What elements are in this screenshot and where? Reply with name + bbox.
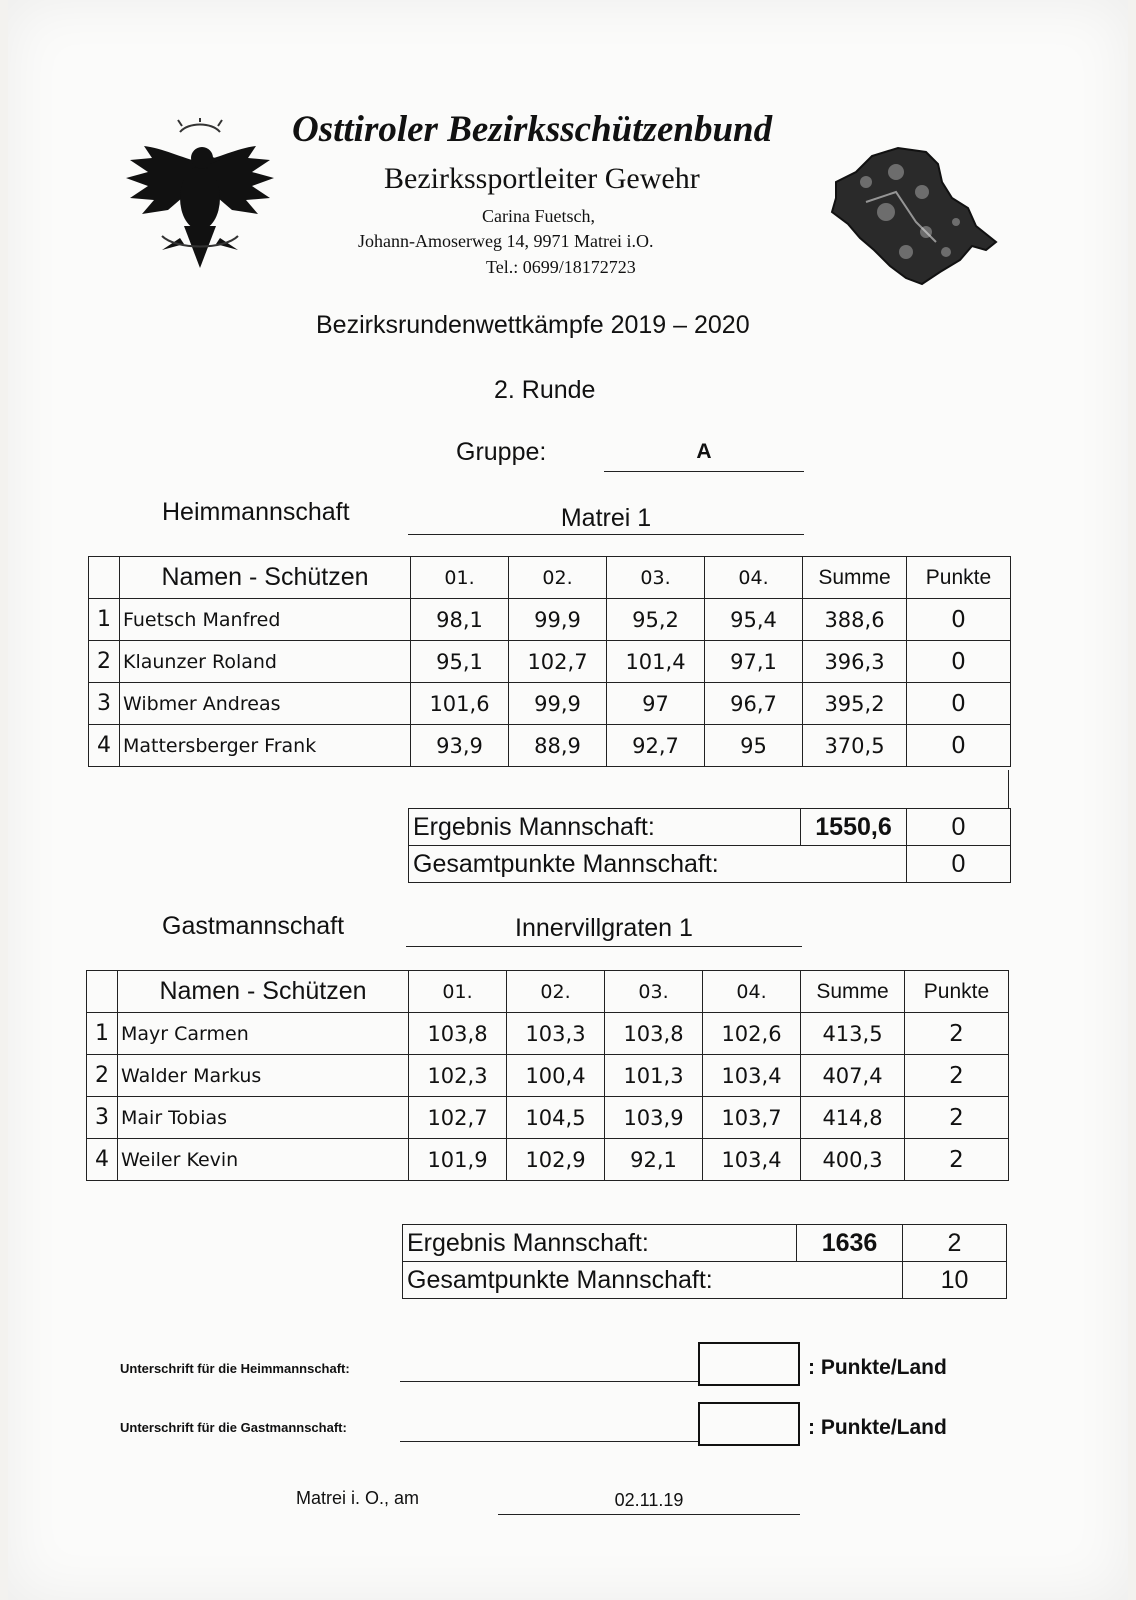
guest-team-name[interactable]: Innervillgraten 1 <box>515 914 693 942</box>
group-value[interactable]: A <box>696 440 712 463</box>
sum-score[interactable]: 400,3 <box>801 1139 905 1181</box>
header-series-4: 04. <box>705 557 803 599</box>
series-3-score[interactable]: 103,8 <box>605 1013 703 1055</box>
group-label: Gruppe: <box>456 438 547 466</box>
guest-points-land-label: : Punkte/Land <box>808 1416 947 1439</box>
home-result-value[interactable]: 1550,6 <box>801 809 907 846</box>
shooter-name[interactable]: Walder Markus <box>118 1055 409 1097</box>
series-3-score[interactable]: 95,2 <box>607 599 705 641</box>
organisation-title: Osttiroler Bezirksschützenbund <box>292 109 773 150</box>
series-3-score[interactable]: 92,7 <box>607 725 705 767</box>
series-4-score[interactable]: 97,1 <box>705 641 803 683</box>
series-1-score[interactable]: 102,7 <box>409 1097 507 1139</box>
header-sum: Summe <box>801 971 905 1013</box>
shooter-number: 1 <box>87 1013 118 1055</box>
home-points-land-label: : Punkte/Land <box>808 1356 947 1379</box>
series-2-score[interactable]: 102,7 <box>509 641 607 683</box>
points-score[interactable]: 0 <box>907 725 1011 767</box>
header-series-3: 03. <box>607 557 705 599</box>
shooter-name[interactable]: Weiler Kevin <box>118 1139 409 1181</box>
footer-place: Matrei i. O., am <box>296 1488 420 1508</box>
sum-score[interactable]: 396,3 <box>803 641 907 683</box>
header-nr-cell <box>87 971 118 1013</box>
sum-score[interactable]: 388,6 <box>803 599 907 641</box>
home-team-underline <box>408 534 804 535</box>
series-2-score[interactable]: 104,5 <box>507 1097 605 1139</box>
points-score[interactable]: 2 <box>905 1013 1009 1055</box>
header-series-1: 01. <box>411 557 509 599</box>
series-4-score[interactable]: 102,6 <box>703 1013 801 1055</box>
series-2-score[interactable]: 103,3 <box>507 1013 605 1055</box>
header-series-1: 01. <box>409 971 507 1013</box>
series-1-score[interactable]: 103,8 <box>409 1013 507 1055</box>
series-1-score[interactable]: 102,3 <box>409 1055 507 1097</box>
guest-table-header <box>87 971 1009 1013</box>
series-1-score[interactable]: 93,9 <box>411 725 509 767</box>
points-score[interactable]: 0 <box>907 599 1011 641</box>
sum-score[interactable]: 413,5 <box>801 1013 905 1055</box>
home-score-table <box>88 556 1011 767</box>
shooter-name[interactable]: Mayr Carmen <box>118 1013 409 1055</box>
series-3-score[interactable]: 92,1 <box>605 1139 703 1181</box>
home-team-name[interactable]: Matrei 1 <box>560 504 652 532</box>
header-series-2: 02. <box>507 971 605 1013</box>
table-row <box>89 683 1011 725</box>
contact-phone: Tel.: 0699/18172723 <box>486 257 636 277</box>
group-underline <box>604 471 804 472</box>
home-result-label: Ergebnis Mannschaft: <box>409 809 801 846</box>
shooter-name[interactable]: Wibmer Andreas <box>120 683 411 725</box>
guest-result-box <box>402 1224 1007 1299</box>
home-table-header <box>89 557 1011 599</box>
sum-score[interactable]: 414,8 <box>801 1097 905 1139</box>
points-score[interactable]: 0 <box>907 641 1011 683</box>
shooter-name[interactable]: Mair Tobias <box>118 1097 409 1139</box>
shooter-name[interactable]: Fuetsch Manfred <box>120 599 411 641</box>
series-4-score[interactable]: 103,4 <box>703 1055 801 1097</box>
footer-date[interactable]: 02.11.19 <box>614 1490 684 1510</box>
guest-team-underline <box>406 946 802 947</box>
series-2-score[interactable]: 99,9 <box>509 599 607 641</box>
shooter-number: 1 <box>89 599 120 641</box>
sum-score[interactable]: 407,4 <box>801 1055 905 1097</box>
series-3-score[interactable]: 101,4 <box>607 641 705 683</box>
home-signature-field[interactable] <box>400 1381 700 1382</box>
home-total-points[interactable]: 0 <box>907 846 1011 883</box>
department-subtitle: Bezirkssportleiter Gewehr <box>384 162 700 195</box>
shooter-number: 3 <box>87 1097 118 1139</box>
series-1-score[interactable]: 101,6 <box>411 683 509 725</box>
series-2-score[interactable]: 88,9 <box>509 725 607 767</box>
series-4-score[interactable]: 103,7 <box>703 1097 801 1139</box>
table-row <box>89 725 1011 767</box>
header-nr-cell <box>89 557 120 599</box>
home-result-points[interactable]: 0 <box>907 809 1011 846</box>
table-row <box>87 1055 1009 1097</box>
header-name: Namen - Schützen <box>120 557 411 599</box>
footer-date-underline <box>498 1514 800 1515</box>
series-2-score[interactable]: 102,9 <box>507 1139 605 1181</box>
points-score[interactable]: 2 <box>905 1139 1009 1181</box>
guest-result-value[interactable]: 1636 <box>797 1225 903 1262</box>
guest-result-label: Ergebnis Mannschaft: <box>403 1225 797 1262</box>
series-3-score[interactable]: 97 <box>607 683 705 725</box>
series-1-score[interactable]: 101,9 <box>409 1139 507 1181</box>
contact-name: Carina Fuetsch, <box>482 206 595 226</box>
shooter-name[interactable]: Klaunzer Roland <box>120 641 411 683</box>
guest-signature-label: Unterschrift für die Gastmannschaft: <box>120 1420 347 1435</box>
table-row <box>89 641 1011 683</box>
series-1-score[interactable]: 95,1 <box>411 641 509 683</box>
sum-score[interactable]: 395,2 <box>803 683 907 725</box>
shooter-number: 4 <box>87 1139 118 1181</box>
tyrolean-eagle-icon <box>122 118 278 274</box>
series-3-score[interactable]: 103,9 <box>605 1097 703 1139</box>
table-row <box>89 599 1011 641</box>
series-4-score[interactable]: 95 <box>705 725 803 767</box>
header-series-4: 04. <box>703 971 801 1013</box>
header-points: Punkte <box>905 971 1009 1013</box>
points-score[interactable]: 2 <box>905 1055 1009 1097</box>
home-team-label: Heimmannschaft <box>162 498 350 526</box>
series-4-score[interactable]: 96,7 <box>705 683 803 725</box>
series-2-score[interactable]: 99,9 <box>509 683 607 725</box>
sum-score[interactable]: 370,5 <box>803 725 907 767</box>
table-connector-line <box>1008 770 1009 808</box>
table-row <box>87 1097 1009 1139</box>
points-score[interactable]: 2 <box>905 1097 1009 1139</box>
guest-result-points[interactable]: 2 <box>903 1225 1007 1262</box>
points-score[interactable]: 0 <box>907 683 1011 725</box>
series-3-score[interactable]: 101,3 <box>605 1055 703 1097</box>
shooter-name[interactable]: Mattersberger Frank <box>120 725 411 767</box>
series-2-score[interactable]: 100,4 <box>507 1055 605 1097</box>
district-map-icon <box>826 142 1004 290</box>
shooter-number: 2 <box>87 1055 118 1097</box>
table-row <box>87 1013 1009 1055</box>
guest-team-label: Gastmannschaft <box>162 912 345 940</box>
header-series-2: 02. <box>509 557 607 599</box>
home-total-label: Gesamtpunkte Mannschaft: <box>409 846 907 883</box>
guest-points-land-box[interactable] <box>698 1402 800 1446</box>
season-title: Bezirksrundenwettkämpfe 2019 – 2020 <box>316 311 750 339</box>
home-result-box <box>408 808 1011 883</box>
shooter-number: 4 <box>89 725 120 767</box>
table-row <box>87 1139 1009 1181</box>
series-4-score[interactable]: 95,4 <box>705 599 803 641</box>
guest-signature-field[interactable] <box>400 1441 700 1442</box>
contact-address: Johann-Amoserweg 14, 9971 Matrei i.O. <box>358 231 654 251</box>
guest-score-table <box>86 970 1009 1181</box>
home-points-land-box[interactable] <box>698 1342 800 1386</box>
home-signature-label: Unterschrift für die Heimmannschaft: <box>120 1361 350 1376</box>
round-title: 2. Runde <box>494 376 596 404</box>
header-series-3: 03. <box>605 971 703 1013</box>
guest-total-label: Gesamtpunkte Mannschaft: <box>403 1262 903 1299</box>
guest-total-points[interactable]: 10 <box>903 1262 1007 1299</box>
series-1-score[interactable]: 98,1 <box>411 599 509 641</box>
header-name: Namen - Schützen <box>118 971 409 1013</box>
header-sum: Summe <box>803 557 907 599</box>
shooter-number: 3 <box>89 683 120 725</box>
header-points: Punkte <box>907 557 1011 599</box>
series-4-score[interactable]: 103,4 <box>703 1139 801 1181</box>
shooter-number: 2 <box>89 641 120 683</box>
